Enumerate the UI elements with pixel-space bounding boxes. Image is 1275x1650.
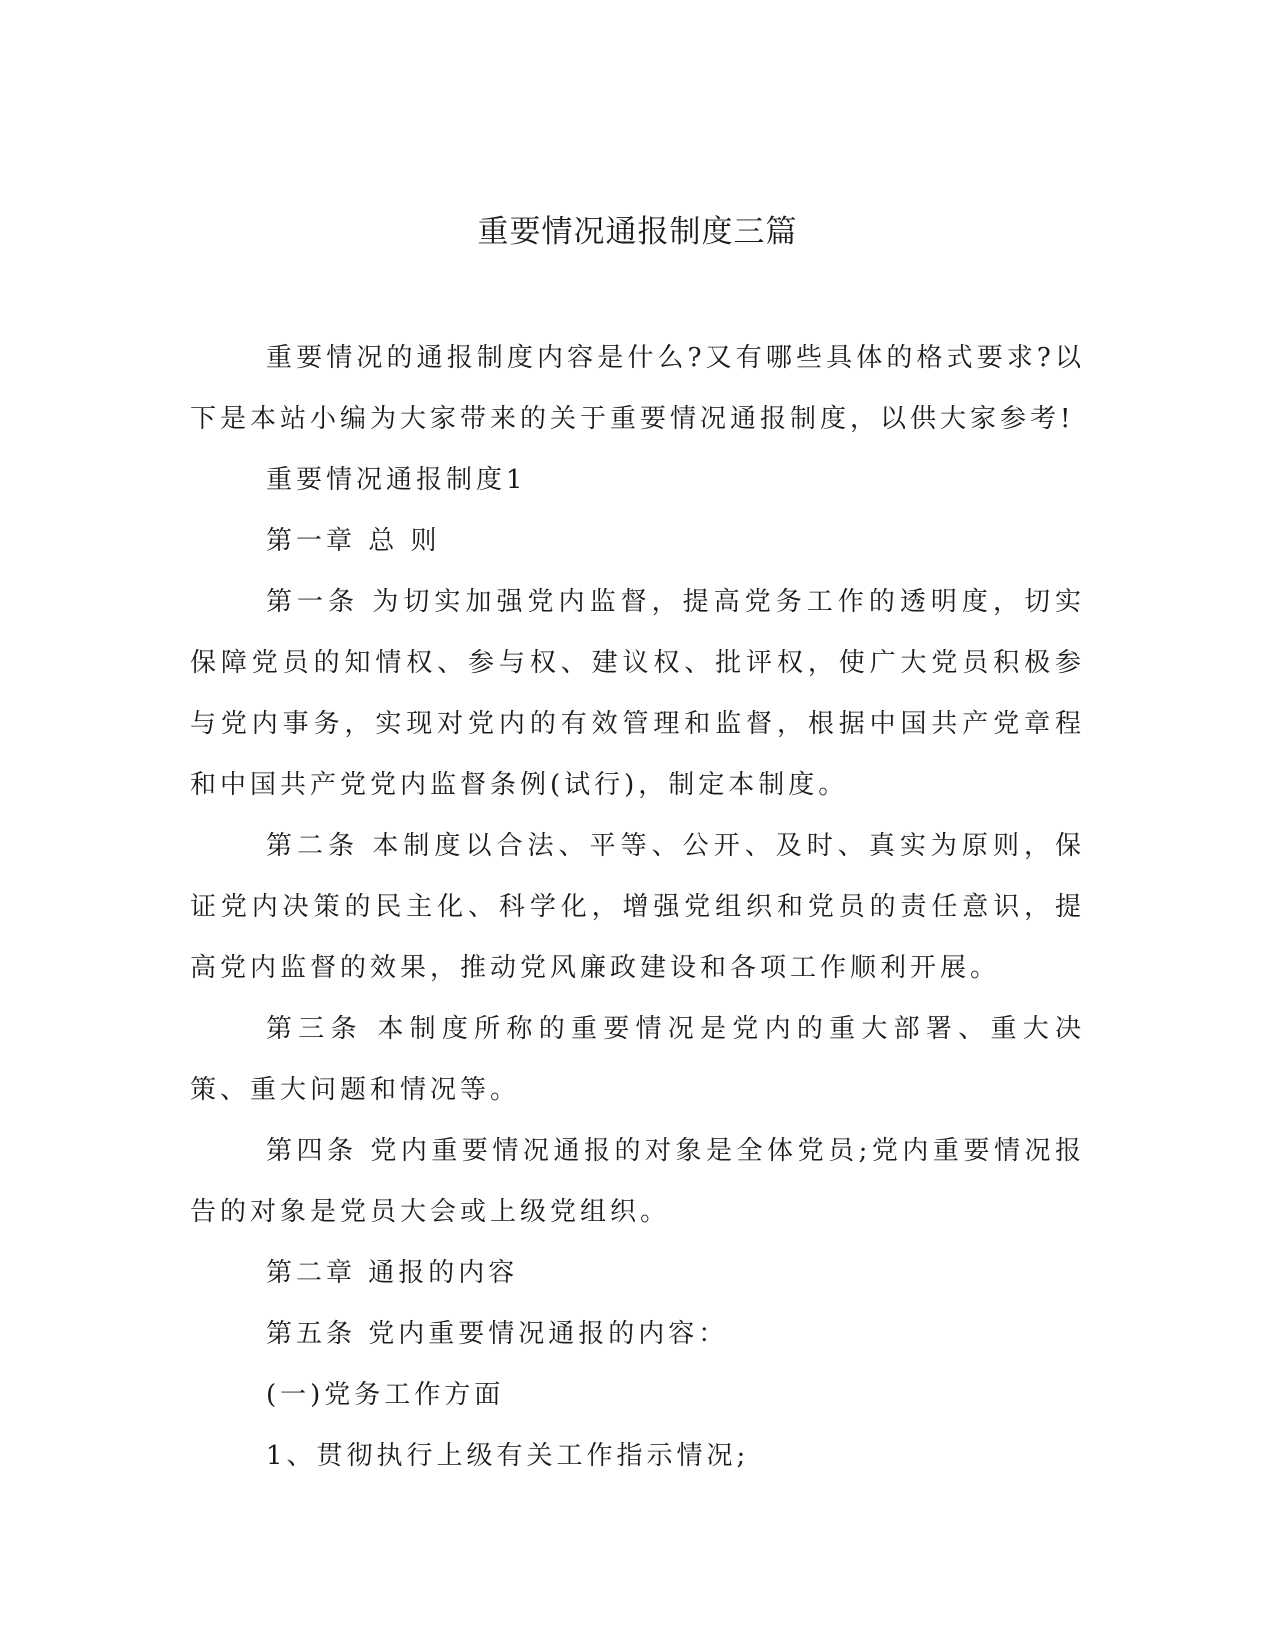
document-body	[190, 328, 1085, 1487]
paragraph-subsection-1: (一)党务工作方面	[266, 1380, 505, 1410]
paragraph-article-5: 第五条 党内重要情况通报的内容：	[266, 1319, 729, 1349]
paragraph-chapter-2: 第二章 通报的内容	[266, 1258, 519, 1288]
paragraph-chapter-1: 第一章 总 则	[266, 526, 441, 556]
paragraph-intro: 重要情况的通报制度内容是什么?又有哪些具体的格式要求?以下是本站小编为大家带来的关于重要情况通报制度，以供大家参考!	[190, 343, 1085, 434]
paragraph-article-2: 第二条 本制度以合法、平等、公开、及时、真实为原则，保证党内决策的民主化、科学化，增强党组织和党员的责任意识，提高党内监督的效果，推动党风廉政建设和各项工作顺利开展。	[190, 831, 1085, 983]
paragraph-article-1: 第一条 为切实加强党内监督，提高党务工作的透明度，切实保障党员的知情权、参与权、建议权、批评权，使广大党员积极参与党内事务，实现对党内的有效管理和监督，根据中国共产党章程和中国共产党党内监督条例(试行)，制定本制度。	[190, 587, 1085, 800]
paragraph-article-4: 第四条 党内重要情况通报的对象是全体党员;党内重要情况报告的对象是党员大会或上级党组织。	[190, 1136, 1085, 1227]
paragraph-item-1: 1、贯彻执行上级有关工作指示情况;	[266, 1441, 750, 1471]
document-title: 重要情况通报制度三篇	[477, 214, 798, 250]
paragraph-section-heading: 重要情况通报制度1	[266, 465, 527, 495]
paragraph-article-3: 第三条 本制度所称的重要情况是党内的重大部署、重大决策、重大问题和情况等。	[190, 1014, 1085, 1105]
